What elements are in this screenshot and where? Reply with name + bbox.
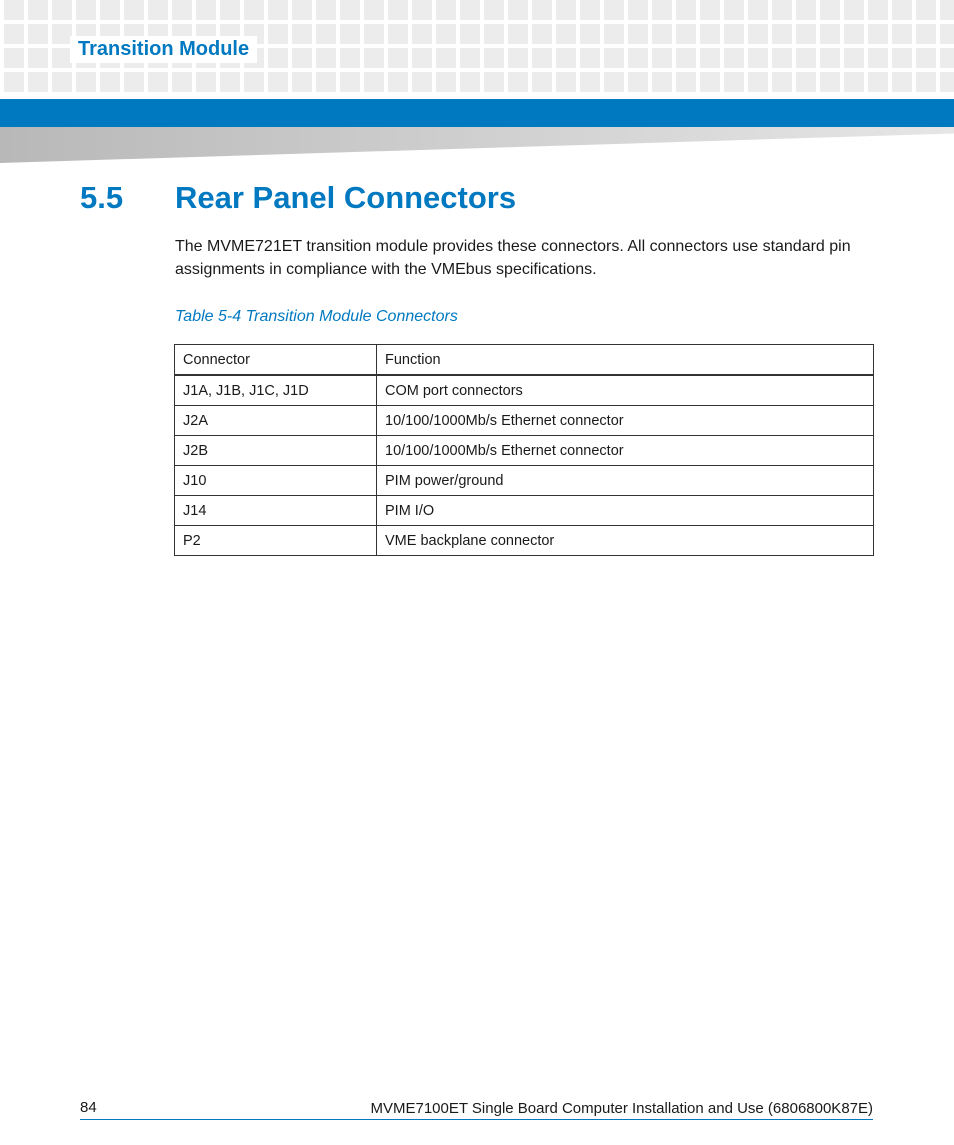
column-header-connector: Connector — [175, 345, 377, 376]
function-cell: 10/100/1000Mb/s Ethernet connector — [377, 436, 874, 466]
header-grey-swoosh — [0, 127, 954, 163]
running-header-title: Transition Module — [70, 36, 257, 63]
table-row — [175, 406, 874, 436]
table-row — [175, 526, 874, 556]
function-cell: PIM power/ground — [377, 466, 874, 496]
connector-cell: J1A, J1B, J1C, J1D — [175, 375, 377, 406]
table-caption: Table 5-4 Transition Module Connectors — [175, 308, 458, 325]
intro-paragraph: The MVME721ET transition module provides these connectors. All connectors use standard pin assignments in compliance with the VMEbus specifications. — [175, 238, 851, 278]
footer-document-title: MVME7100ET Single Board Computer Installation and Use (6806800K87E) — [370, 1100, 873, 1117]
table-header-row — [175, 345, 874, 376]
table-row — [175, 375, 874, 406]
function-cell: 10/100/1000Mb/s Ethernet connector — [377, 406, 874, 436]
table-row — [175, 466, 874, 496]
connector-cell: J10 — [175, 466, 377, 496]
page-number: 84 — [80, 1099, 97, 1116]
function-cell: PIM I/O — [377, 496, 874, 526]
column-header-function: Function — [377, 345, 874, 376]
connectors-table — [174, 344, 874, 556]
function-cell: COM port connectors — [377, 375, 874, 406]
connector-cell: P2 — [175, 526, 377, 556]
connector-cell: J14 — [175, 496, 377, 526]
table-row — [175, 496, 874, 526]
function-cell: VME backplane connector — [377, 526, 874, 556]
footer-rule — [80, 1119, 873, 1120]
connector-cell: J2B — [175, 436, 377, 466]
section-title: Rear Panel Connectors — [175, 180, 517, 215]
header-blue-bar — [0, 99, 954, 127]
connector-cell: J2A — [175, 406, 377, 436]
table-row — [175, 436, 874, 466]
section-number: 5.5 — [80, 180, 124, 215]
